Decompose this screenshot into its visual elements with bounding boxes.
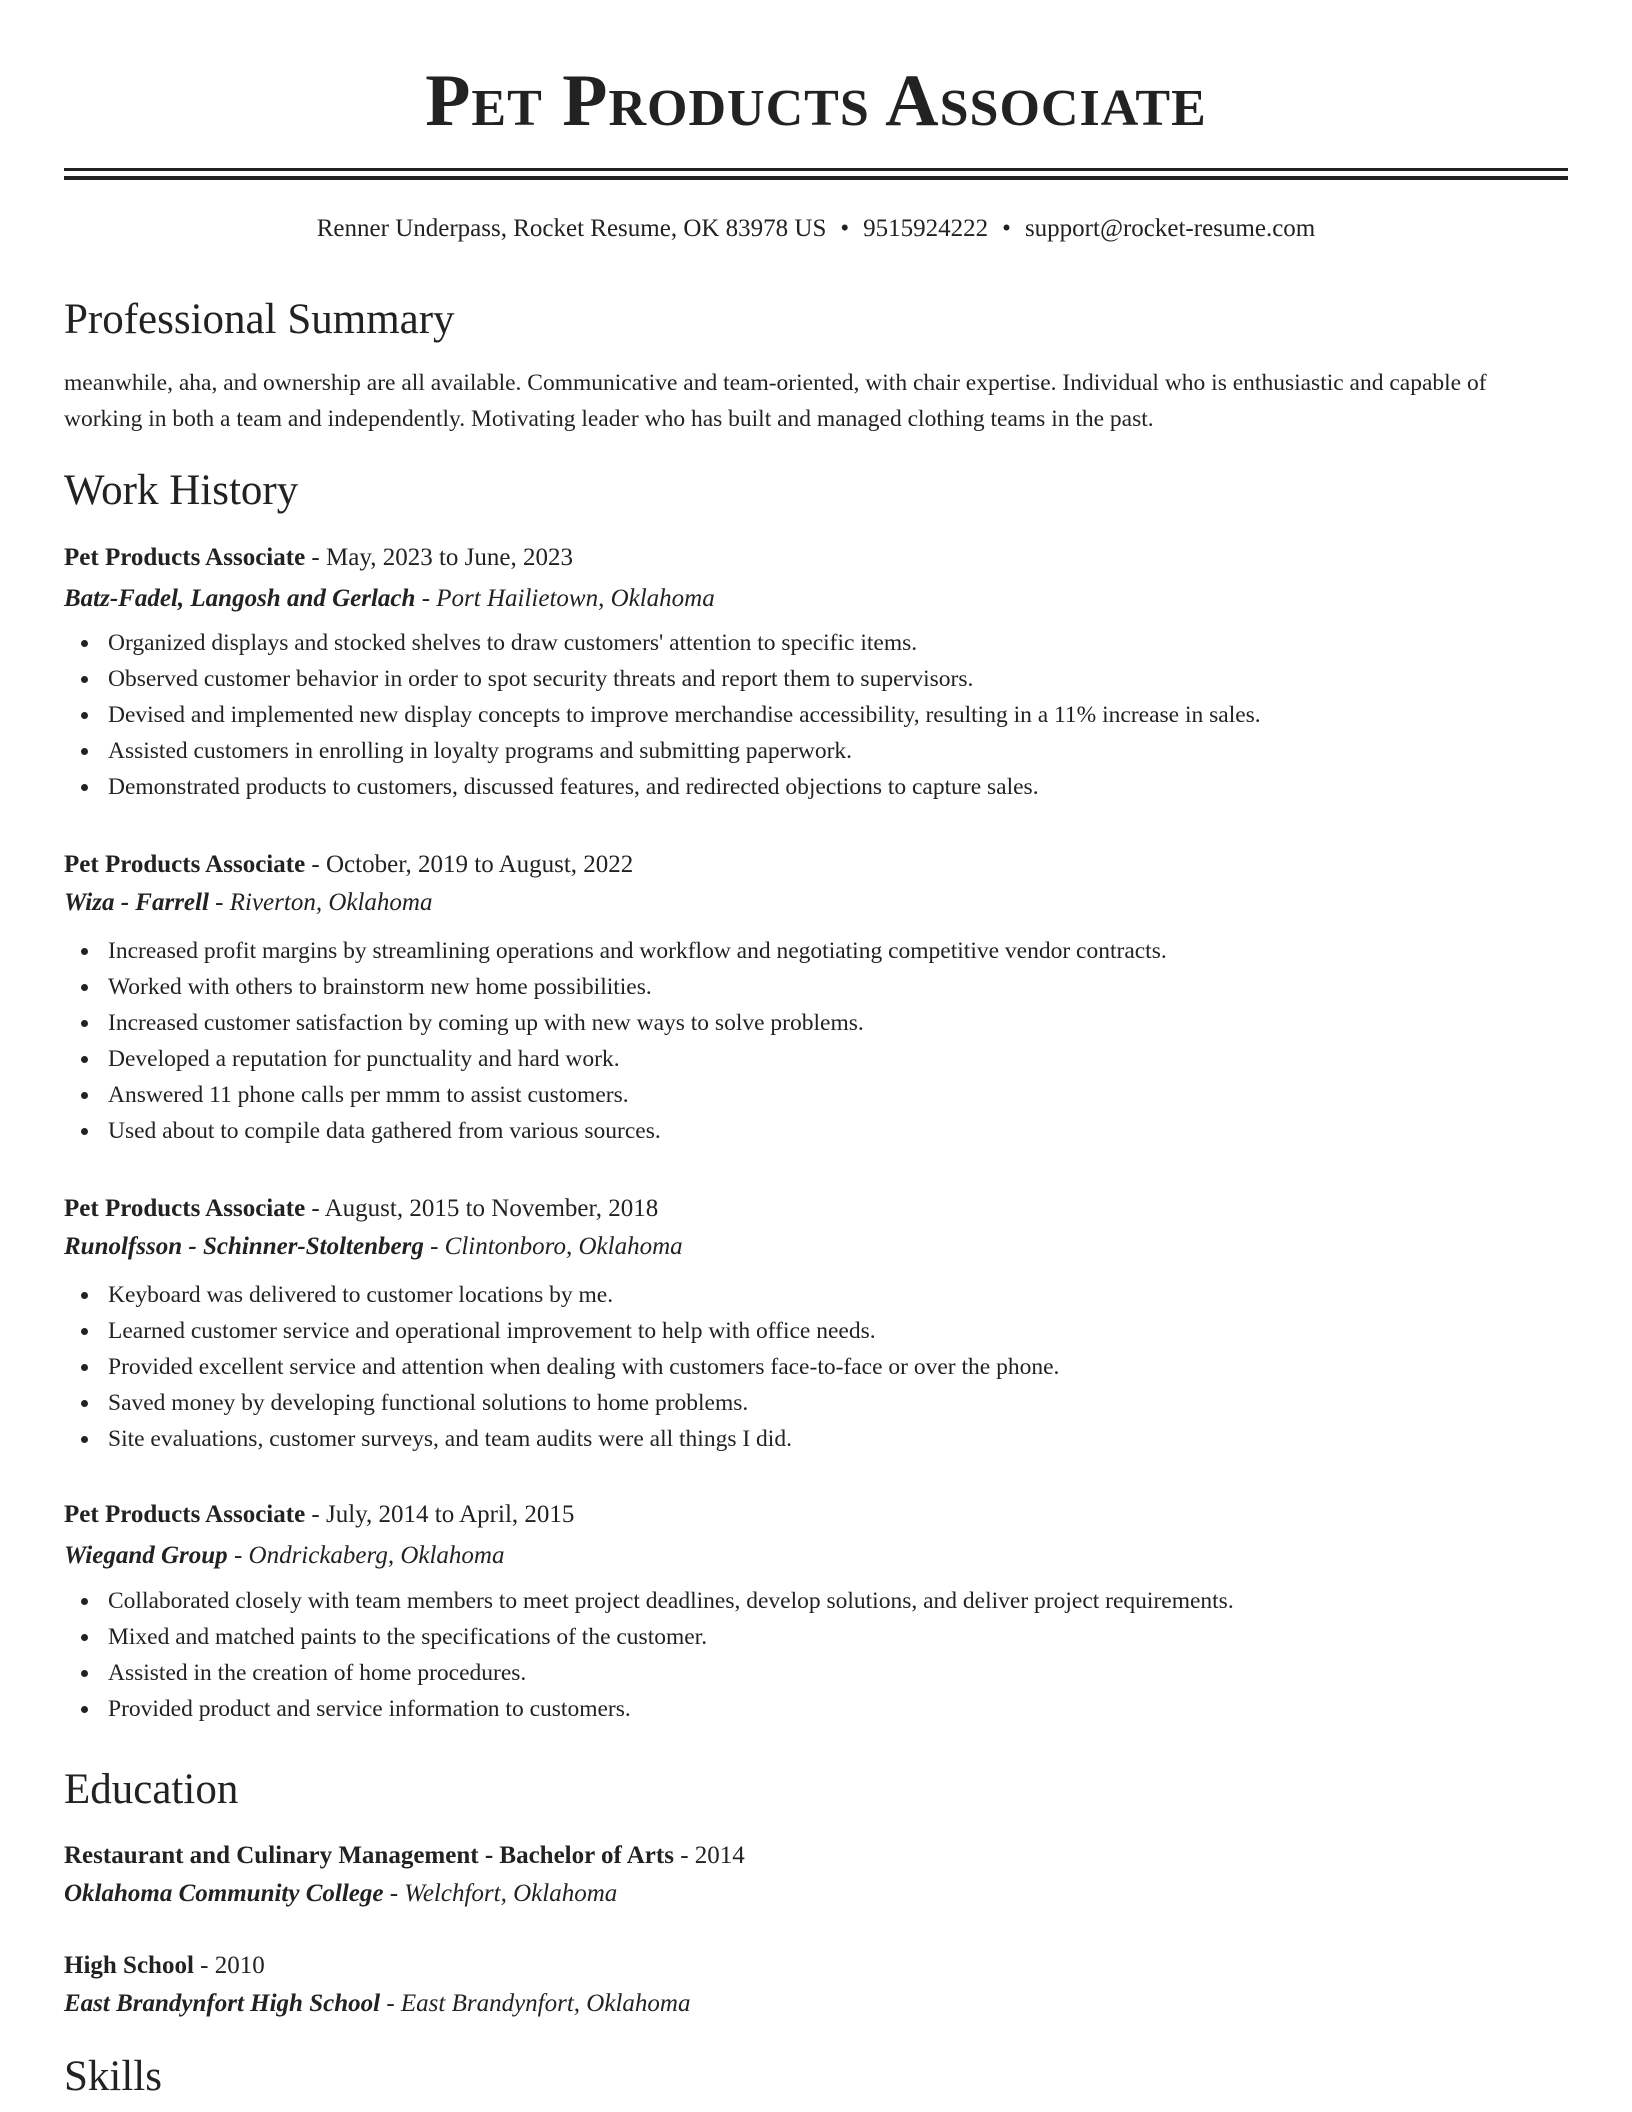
education-location: - Welchfort, Oklahoma [383, 1880, 618, 1907]
summary-text: meanwhile, aha, and ownership are all available. Communicative and team-oriented, with chair expertise. Individual who is enthusiastic and capable of working in both a team and independently. Motivating leader who has built and managed clothing teams in the past. [64, 370, 1487, 432]
list-item: Devised and implemented new display concepts to improve merchandise accessibility, resulting in a 11% increase in sales. [64, 697, 1568, 733]
education-entry [64, 1843, 1568, 1906]
job-location: - Ondrickaberg, Oklahoma [227, 1542, 505, 1569]
list-item: Learned customer service and operational improvement to help with office needs. [64, 1313, 1568, 1349]
education-degree-line [64, 1843, 1568, 1868]
contact-line [64, 216, 1568, 241]
job-duties [64, 933, 1568, 1149]
job-title-line [64, 545, 1568, 570]
job-entry [64, 1502, 1568, 1727]
contact-phone: 9515924222 [863, 215, 989, 242]
job-title: Pet Products Associate [64, 544, 306, 571]
resume-page [64, 0, 1568, 2100]
job-title-line [64, 852, 1568, 877]
list-item: Provided product and service information to customers. [64, 1691, 1568, 1727]
title-divider [64, 168, 1568, 180]
job-title-line [64, 1196, 1568, 1221]
job-location: - Port Hailietown, Oklahoma [415, 585, 715, 612]
education-school-line [64, 1881, 1568, 1906]
job-company-line [64, 1543, 1568, 1568]
job-company: Batz-Fadel, Langosh and Gerlach [64, 585, 416, 612]
job-title: Pet Products Associate [64, 851, 306, 878]
job-location: - Riverton, Oklahoma [208, 889, 433, 916]
list-item: Increased profit margins by streamlining operations and workflow and negotiating competitive vendor contracts. [64, 933, 1568, 969]
education-degree: Restaurant and Culinary Management - Bachelor of Arts [64, 1842, 674, 1869]
list-item: Worked with others to brainstorm new home possibilities. [64, 969, 1568, 1005]
education-heading: Education [64, 1766, 239, 1813]
education-year: - 2014 [673, 1842, 745, 1869]
job-title-line [64, 1502, 1568, 1527]
contact-separator: • [1002, 215, 1011, 242]
job-company-line [64, 890, 1568, 915]
job-duties [64, 1277, 1568, 1457]
list-item: Increased customer satisfaction by coming up with new ways to solve problems. [64, 1005, 1568, 1041]
list-item: Assisted in the creation of home procedures. [64, 1655, 1568, 1691]
resume-title: Pet Products Associate [425, 60, 1207, 142]
education-location: - East Brandynfort, Oklahoma [380, 1990, 691, 2017]
list-item: Mixed and matched paints to the specifications of the customer. [64, 1619, 1568, 1655]
job-title: Pet Products Associate [64, 1501, 306, 1528]
work-history-heading: Work History [64, 467, 299, 514]
list-item: Used about to compile data gathered from various sources. [64, 1113, 1568, 1149]
job-company: Runolfsson - Schinner-Stoltenberg [64, 1233, 424, 1260]
job-entry [64, 1196, 1568, 1457]
list-item: Site evaluations, customer surveys, and team audits were all things I did. [64, 1421, 1568, 1457]
education-degree: High School [64, 1952, 194, 1979]
list-item: Keyboard was delivered to customer locations by me. [64, 1277, 1568, 1313]
contact-email[interactable]: support@rocket-resume.com [1024, 215, 1316, 242]
education-school: Oklahoma Community College [64, 1880, 384, 1907]
job-company: Wiza - Farrell [64, 889, 209, 916]
education-year: - 2010 [193, 1952, 265, 1979]
list-item: Developed a reputation for punctuality and hard work. [64, 1041, 1568, 1077]
job-dates: - August, 2015 to November, 2018 [305, 1195, 659, 1222]
skills-heading: Skills [64, 2053, 162, 2100]
education-school: East Brandynfort High School [64, 1990, 381, 2017]
education-school-line [64, 1991, 1568, 2016]
list-item: Demonstrated products to customers, discussed features, and redirected objections to capture sales. [64, 769, 1568, 805]
list-item: Observed customer behavior in order to spot security threats and report them to supervisors. [64, 661, 1568, 697]
list-item: Saved money by developing functional solutions to home problems. [64, 1385, 1568, 1421]
list-item: Provided excellent service and attention when dealing with customers face-to-face or over the phone. [64, 1349, 1568, 1385]
job-location: - Clintonboro, Oklahoma [423, 1233, 683, 1260]
education-entry [64, 1953, 1568, 2016]
contact-separator: • [840, 215, 850, 242]
job-dates: - May, 2023 to June, 2023 [305, 544, 573, 571]
job-company-line [64, 1234, 1568, 1259]
summary-heading: Professional Summary [64, 296, 455, 343]
job-dates: - July, 2014 to April, 2015 [305, 1501, 575, 1528]
job-dates: - October, 2019 to August, 2022 [305, 851, 634, 878]
job-duties [64, 625, 1568, 805]
job-company-line [64, 586, 1568, 611]
list-item: Assisted customers in enrolling in loyalty programs and submitting paperwork. [64, 733, 1568, 769]
list-item: Answered 11 phone calls per mmm to assist customers. [64, 1077, 1568, 1113]
list-item: Collaborated closely with team members to meet project deadlines, develop solutions, and deliver project requirements. [64, 1583, 1568, 1619]
list-item: Organized displays and stocked shelves to draw customers' attention to specific items. [64, 625, 1568, 661]
job-duties [64, 1583, 1568, 1727]
job-title: Pet Products Associate [64, 1195, 306, 1222]
education-degree-line [64, 1953, 1568, 1978]
job-company: Wiegand Group [64, 1542, 228, 1569]
contact-address: Renner Underpass, Rocket Resume, OK 83978 US [316, 215, 827, 242]
job-entry [64, 545, 1568, 805]
job-entry [64, 852, 1568, 1149]
